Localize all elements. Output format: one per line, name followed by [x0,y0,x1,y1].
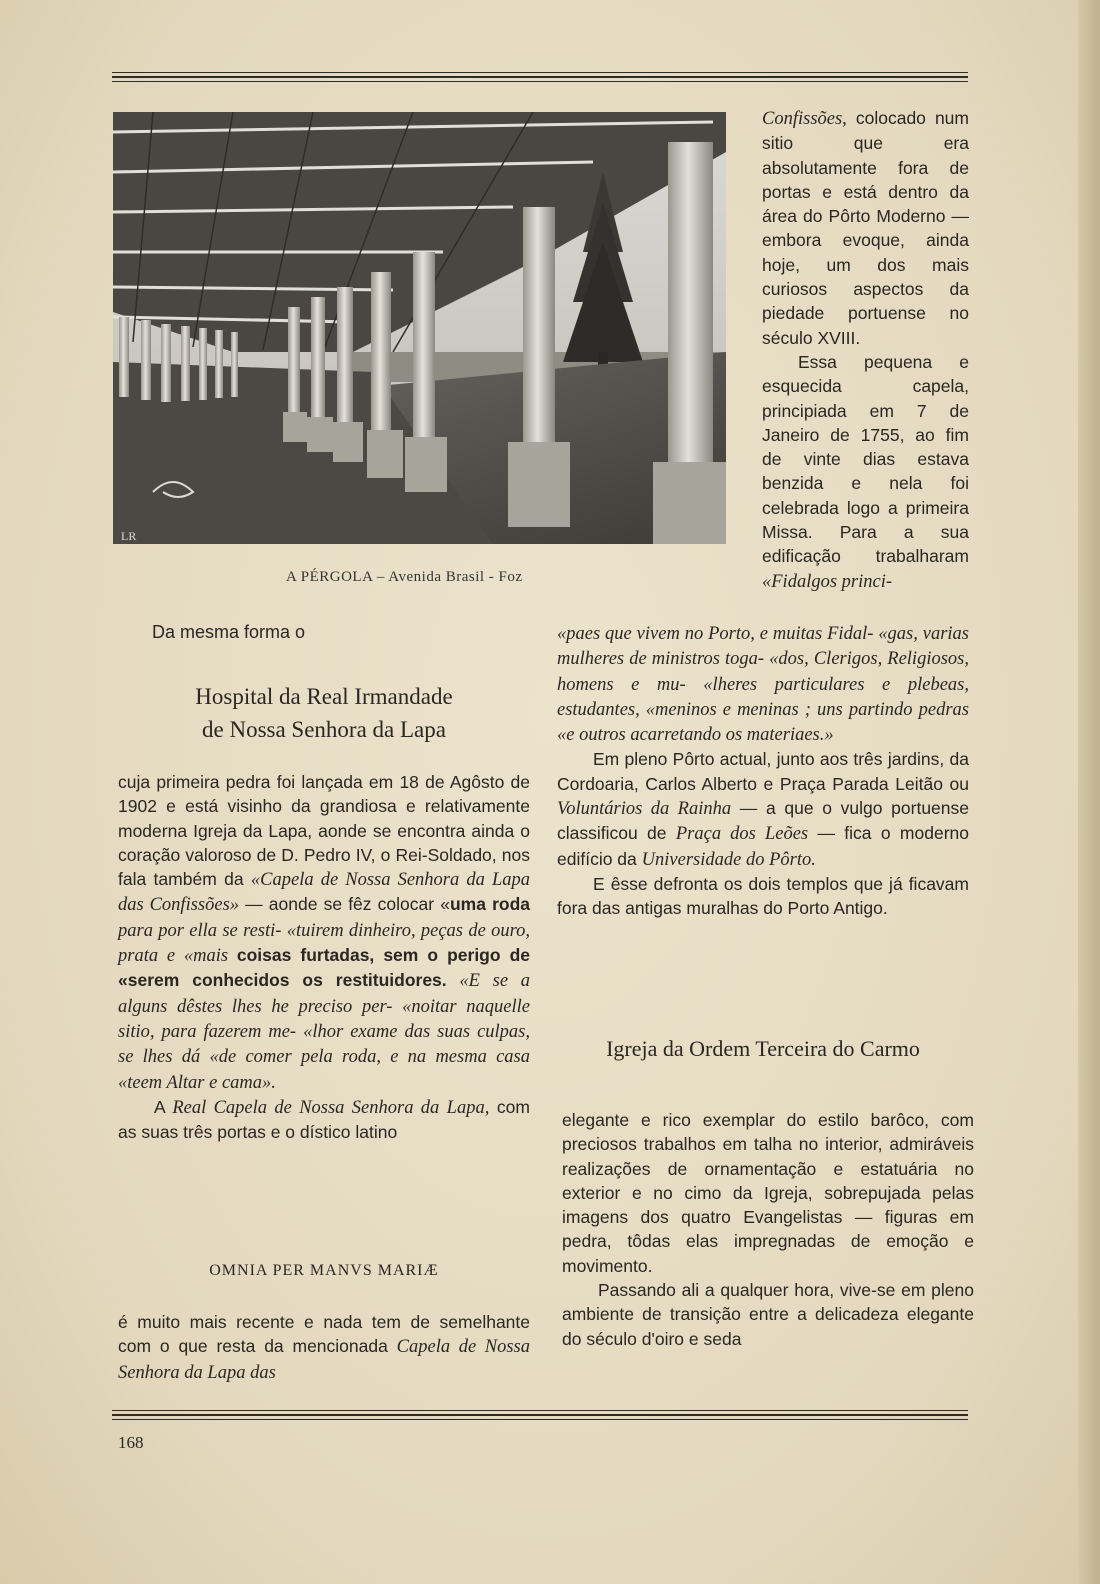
lead-text: Da mesma forma o [152,622,306,642]
left-column [118,770,530,1144]
right-column-bottom [562,1108,974,1351]
pergola-photo [113,112,726,544]
paragraph: Confissões, colocado num sitio que era absolutamente fora de portas e está dentro da área do Pôrto Moderno — embora evoque, ainda hoje, um dos mais curiosos aspectos da piedade portuense no século XVIII. [762,108,969,348]
page-number: 168 [118,1433,144,1452]
paragraph: Passando ali a qualquer hora, vive-se em pleno ambiente de transição entre a delicadeza elegante do século d'oiro e seda [562,1280,974,1349]
paragraph: cuja primeira pedra foi lançada em 18 de Agôsto de 1902 e está visinho da grandiosa e relativamente moderna Igreja da Lapa, aonde se encontra ainda o coração valoroso de D. Pedro IV, o Rei-Soldado, nos fala também da «Capela de Nossa Senhora da Lapa das Confissões» — aonde se fêz colocar «uma roda para por ella se resti- «tuirem dinheiro, peças de ouro, prata e «mais coisas furtadas, sem o perigo de «serem conhecidos os restituidores. «E se a alguns dêstes lhes he preciso per- «noitar naquelle sitio, para fazerem me- «lhor exame das suas culpas, se lhes dá «de comer pela roda, e na mesma casa «teem Altar e cama». [118,772,531,1093]
paragraph: E êsse defronta os dois templos que já ficavam fora das antigas muralhas do Porto Antigo. [557,873,969,919]
right-column-top [762,106,969,594]
paragraph: elegante e rico exemplar do estilo barôco, com preciosos trabalhos em talha no interior, admiráveis realizações de ornamentação e estatuária no exterior e no cimo da Igreja, sobrepujada pelas imagens dos quatro Evangelistas — figuras em pedra, tôdas elas impregnadas de emoção e movimento. [562,1110,974,1276]
paragraph: Essa pequena e esquecida capela, principiada em 7 de Janeiro de 1755, ao fim de vinte dias estava benzida e nela foi celebrada logo a primeira Missa. Para a sua edificação trabalharam «Fidalgos princi- [762,351,969,592]
svg-text:LR: LR [121,529,137,543]
section-heading-carmo: Igreja da Ordem Terceira do Carmo [606,1036,920,1061]
paragraph: A Real Capela de Nossa Senhora da Lapa, com as suas três portas e o dístico latino [118,1096,530,1143]
right-column-wide [557,621,969,921]
quotation: «paes que vivem no Porto, e muitas Fidal- «gas, varias mulheres de ministros toga- «dos, Clerigos, Religiosos, homens e mu- «lheres particulares e plebeas, estudantes, «meninos e meninas ; uns partindo pedras «e outros acarretando os materiaes.» [557,624,969,746]
page-edge [1078,0,1100,1584]
left-column-bottom [118,1310,530,1385]
section-heading: Hospital da Real Irmandade de Nossa Senhora da Lapa [195,684,453,742]
paragraph: Em pleno Pôrto actual, junto aos três jardins, da Cordoaria, Carlos Alberto e Praça Parada Leitão ou Voluntários da Rainha — a que o vulgo portuense classificou de Praça dos Leões — fica o moderno edifício da Universidade do Pôrto. [557,749,969,870]
top-rule [112,72,968,85]
photo-caption: A PÉRGOLA – Avenida Brasil - Foz [286,569,523,585]
latin-inscription: OMNIA PER MANVS MARIÆ [209,1262,439,1279]
bottom-rule [112,1410,968,1423]
paragraph: é muito mais recente e nada tem de semelhante com o que resta da mencionada Capela de Nossa Senhora da Lapa das [118,1312,530,1383]
